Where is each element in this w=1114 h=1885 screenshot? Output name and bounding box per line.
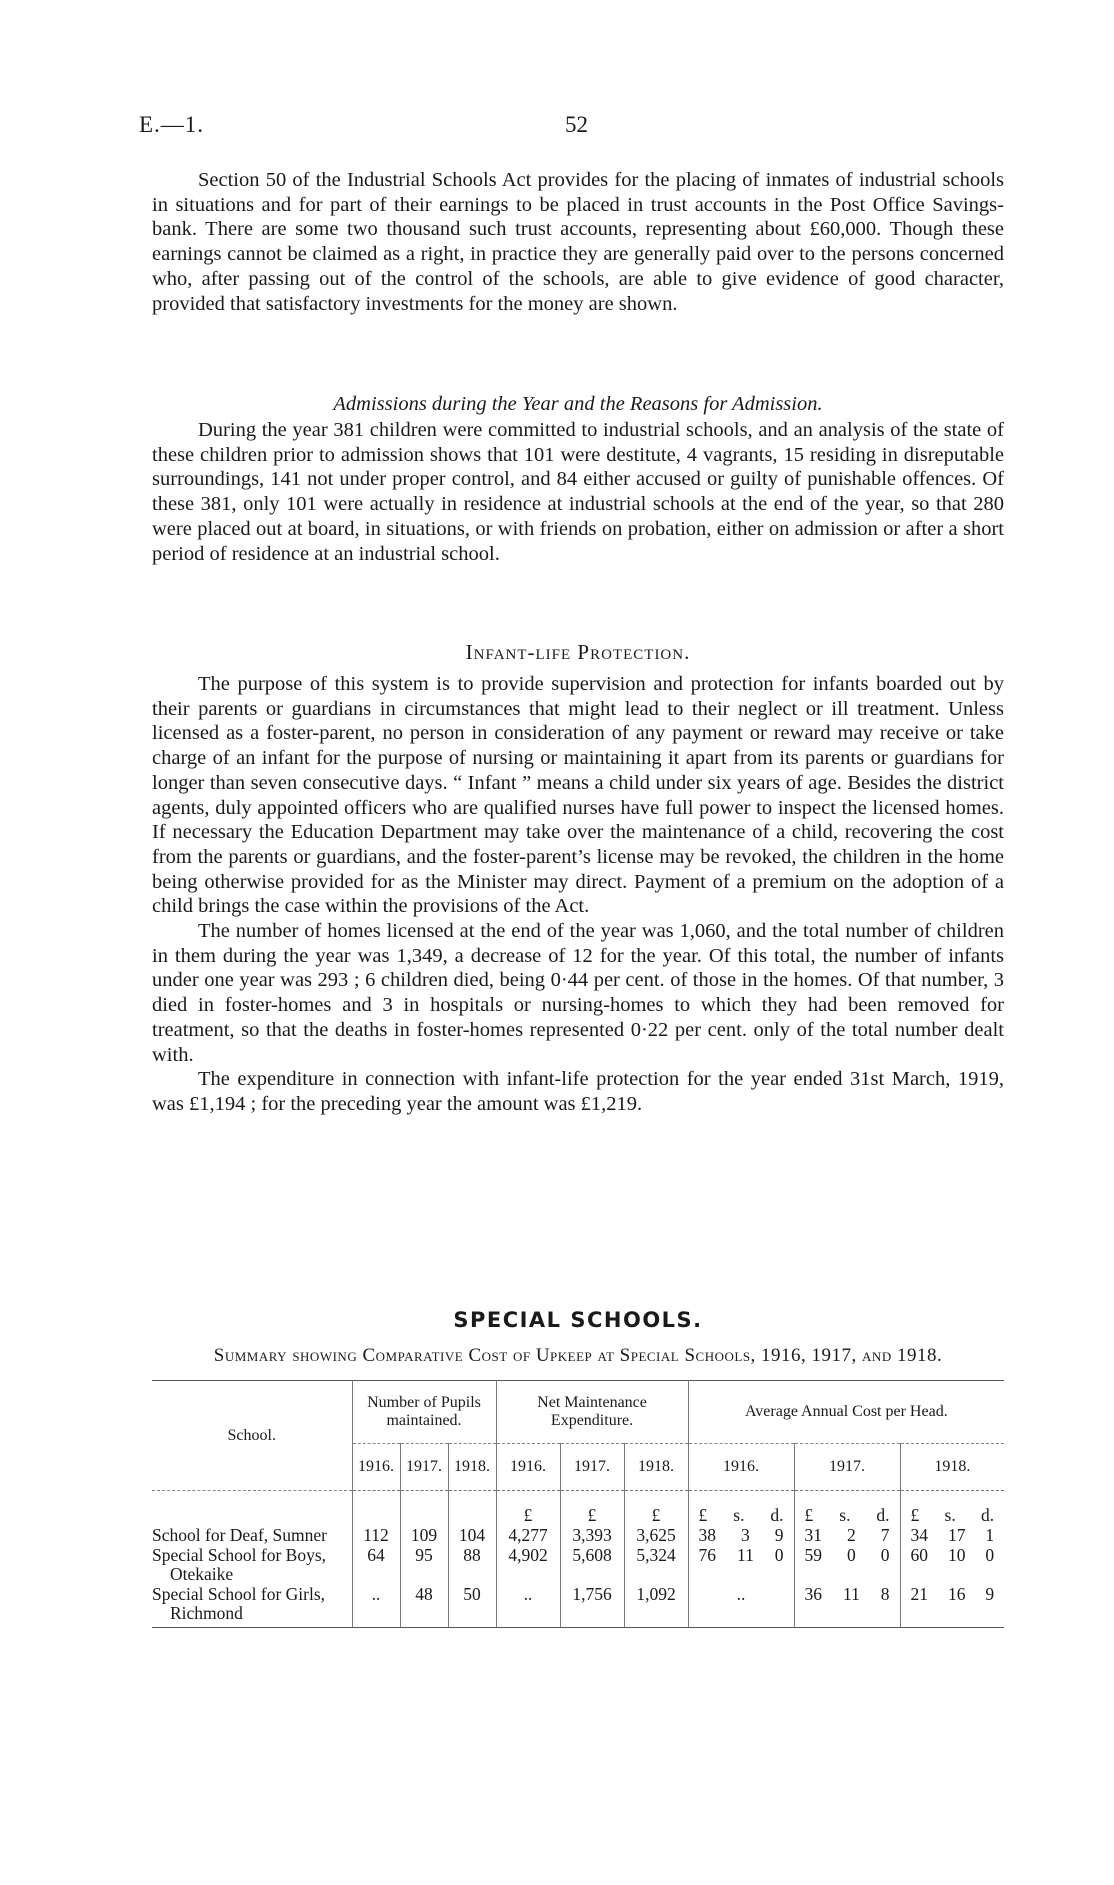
year-header: 1916. <box>352 1444 400 1491</box>
lsd-units: £ s. d. <box>804 1505 890 1525</box>
unit-row <box>152 1491 1004 1526</box>
pupils-cell: 104 <box>448 1525 496 1545</box>
year-header: 1917. <box>400 1444 448 1491</box>
trust-accounts-paragraph: Section 50 of the Industrial Schools Act provides for the placing of inmates of industrial schools in situations and for part of their earnings to be placed in trust accounts in the Post Office Savings-bank. There are some two thousand such trust accounts, representing about £60,000. Though these earnings cannot be claimed as a right, in practice they are generally paid over to the persons concerned who, after passing out of the control of the schools, are able to give evidence of good character, provided that satisfactory investments for the money are shown. <box>152 169 1004 315</box>
pupils-cell: 48 <box>400 1584 448 1628</box>
cost-cell: 31 2 7 <box>804 1525 890 1545</box>
expenditure-cell: 1,092 <box>624 1584 688 1628</box>
expenditure-cell: 3,393 <box>560 1525 624 1545</box>
school-name-cell: Special School for Boys, Otekaike <box>152 1545 327 1584</box>
pupils-cell: 88 <box>448 1545 496 1584</box>
pupils-cell: 50 <box>448 1584 496 1628</box>
year-header: 1918. <box>900 1444 1004 1491</box>
table-row <box>152 1545 1004 1584</box>
year-header: 1917. <box>794 1444 900 1491</box>
year-header: 1916. <box>496 1444 560 1491</box>
cost-cell: 21 16 9 <box>910 1584 995 1604</box>
expenditure-cell: 3,625 <box>624 1525 688 1545</box>
infant-paragraph-2: The number of homes licensed at the end of the year was 1,060, and the total number of children in them during the year was 1,349, a decrease of 12 for the year. Of this total, the number of infants under one year was 293 ; 6 children died, being 0·44 per cent. of those in the homes. Of that number, 3 died in foster-homes and 3 in hospitals or nursing-homes to which they had been removed for treatment, so that the deaths in foster-homes represented 0·22 per cent. only of the total number dealt with. <box>152 920 1004 1066</box>
infant-paragraph-3: The expenditure in connection with infant-life protection for the year ended 31st March, 1919, was £1,194 ; for the preceding year the amount was £1,219. <box>152 1068 1004 1115</box>
year-header: 1916. <box>688 1444 794 1491</box>
summary-caption: Summary showing Comparative Cost of Upkeep at Special Schools, 1916, 1917, and 1918. <box>213 1345 943 1366</box>
cost-cell: 36 11 8 <box>804 1584 890 1604</box>
infant-life-section <box>152 672 1004 1117</box>
school-name-cell: School for Deaf, Sumner <box>152 1525 327 1545</box>
trust-accounts-section <box>152 168 1004 316</box>
pound-unit: £ <box>496 1491 560 1526</box>
cost-cell: 34 17 1 <box>910 1525 995 1545</box>
infant-paragraph-1: The purpose of this system is to provide supervision and protection for infants boarded out by their parents or guardians in circumstances that might lead to their neglect or ill treatment. Unless licensed as a foster-parent, no person in consideration of any payment or reward may receive or take charge of an infant for the purpose of nursing or maintaining it apart from its parents or guardians for longer than seven consecutive days. “ Infant ” means a child under six years of age. Besides the district agents, duly appointed officers who are qualified nurses have full power to inspect the licensed homes. If necessary the Education Department may take over the maintenance of a child, recovering the cost from the parents or guardians, and the foster-parent’s license may be revoked, the children in the home being otherwise provided for as the Minister may direct. Payment of a premium on the adoption of a child brings the case within the provisions of the Act. <box>152 673 1004 918</box>
year-header: 1918. <box>624 1444 688 1491</box>
page-number: 52 <box>565 112 588 137</box>
pupils-cell: .. <box>352 1584 400 1628</box>
lsd-units: £ s. d. <box>910 1505 995 1525</box>
year-header: 1917. <box>560 1444 624 1491</box>
lsd-units: £ s. d. <box>698 1505 784 1525</box>
expenditure-cell: .. <box>496 1584 560 1628</box>
table-row <box>152 1525 1004 1545</box>
expenditure-group-header: Net Maintenance Expenditure. <box>496 1381 688 1444</box>
expenditure-cell: 5,324 <box>624 1545 688 1584</box>
infant-life-heading: Infant-life Protection. <box>465 640 691 664</box>
pupils-cell: 95 <box>400 1545 448 1584</box>
pupils-cell: 109 <box>400 1525 448 1545</box>
pupils-cell: 112 <box>352 1525 400 1545</box>
admissions-paragraph: During the year 381 children were committed to industrial schools, and an analysis of the state of these children prior to admission shows that 101 were destitute, 4 vagrants, 15 residing in disreputable surroundings, 141 not under proper control, and 84 either accused or guilty of punishable offences. Of these 381, only 101 were actually in residence at industrial schools at the end of the year, so that 280 were placed out at board, in situations, or with friends on probation, either on admission or after a short period of residence at an industrial school. <box>152 419 1004 565</box>
report-reference: E.—1. <box>139 112 205 137</box>
expenditure-cell: 5,608 <box>560 1545 624 1584</box>
special-schools-title: SPECIAL SCHOOLS. <box>453 1308 703 1332</box>
expenditure-cell: 4,902 <box>496 1545 560 1584</box>
cost-cell: 76 11 0 <box>698 1545 784 1565</box>
infant-heading-wrap <box>152 640 1004 665</box>
school-name-cell: Special School for Girls, Richmond <box>152 1584 352 1628</box>
cost-cell: 59 0 0 <box>804 1545 890 1565</box>
pound-unit: £ <box>624 1491 688 1526</box>
pupils-group-header: Number of Pupils maintained. <box>352 1381 496 1444</box>
school-column-header: School. <box>152 1381 352 1491</box>
cost-group-header: Average Annual Cost per Head. <box>688 1381 1004 1444</box>
admissions-section <box>152 418 1004 566</box>
pound-unit: £ <box>560 1491 624 1526</box>
admissions-heading-wrap <box>152 390 1004 418</box>
special-schools-cost-table <box>152 1380 1004 1628</box>
year-header: 1918. <box>448 1444 496 1491</box>
page-header <box>139 112 1009 146</box>
expenditure-cell: 1,756 <box>560 1584 624 1628</box>
pupils-cell: 64 <box>352 1545 400 1584</box>
cost-cell: .. <box>688 1584 794 1628</box>
admissions-heading: Admissions during the Year and the Reasons for Admission. <box>333 393 823 415</box>
table-row <box>152 1584 1004 1628</box>
expenditure-cell: 4,277 <box>496 1525 560 1545</box>
cost-cell: 38 3 9 <box>698 1525 784 1545</box>
cost-cell: 60 10 0 <box>910 1545 995 1565</box>
